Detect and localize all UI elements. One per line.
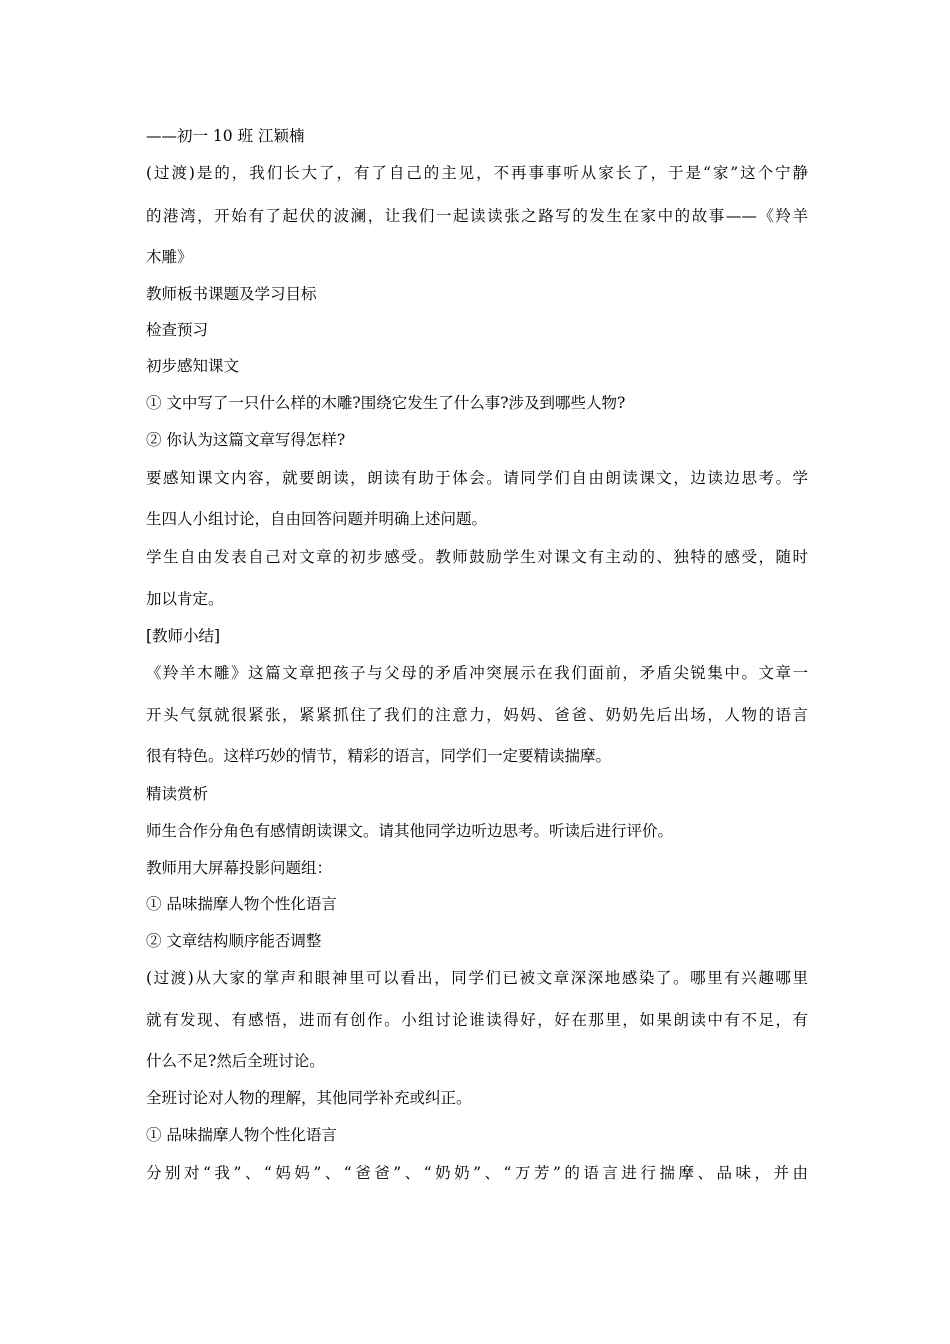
list-item: ② 你认为这篇文章写得怎样?	[146, 431, 346, 449]
paragraph-line: 加以肯定。	[146, 590, 224, 608]
paragraph-line: 的港湾，开始有了起伏的波澜，让我们一起读读张之路写的发生在家中的故事——《羚羊	[146, 207, 808, 225]
section-heading: 检查预习	[146, 321, 209, 339]
list-item: ① 文中写了一只什么样的木雕?围绕它发生了什么事?涉及到哪些人物?	[146, 394, 626, 412]
paragraph-line: (过渡)是的，我们长大了，有了自己的主见，不再事事听从家长了，于是“家”这个宁静	[146, 164, 808, 182]
section-heading: 教师板书课题及学习目标	[146, 285, 317, 303]
section-heading: 精读赏析	[146, 785, 209, 803]
paragraph-line: 很有特色。这样巧妙的情节，精彩的语言，同学们一定要精读揣摩。	[146, 747, 612, 765]
paragraph-line: 全班讨论对人物的理解，其他同学补充或纠正。	[146, 1089, 472, 1107]
list-item: ① 品味揣摩人物个性化语言	[146, 1126, 337, 1144]
author-line: ——初一 10 班 江颖楠	[146, 127, 305, 145]
section-heading: [教师小结]	[146, 627, 221, 645]
paragraph-line: 分别对“我”、“妈妈”、“爸爸”、“奶奶”、“万芳”的语言进行揣摩、品味，并由	[146, 1164, 808, 1182]
paragraph-line: 生四人小组讨论，自由回答问题并明确上述问题。	[146, 510, 488, 528]
paragraph-line: 师生合作分角色有感情朗读课文。请其他同学边听边思考。听读后进行评价。	[146, 822, 674, 840]
paragraph-line: 木雕》	[146, 248, 193, 266]
paragraph-line: 要感知课文内容，就要朗读，朗读有助于体会。请同学们自由朗读课文，边读边思考。学	[146, 469, 808, 487]
paragraph-line: 什么不足?然后全班讨论。	[146, 1052, 325, 1070]
paragraph-line: 教师用大屏幕投影问题组：	[146, 859, 333, 877]
list-item: ① 品味揣摩人物个性化语言	[146, 895, 337, 913]
section-heading: 初步感知课文	[146, 357, 240, 375]
list-item: ② 文章结构顺序能否调整	[146, 932, 322, 950]
paragraph-line: 开头气氛就很紧张，紧紧抓住了我们的注意力，妈妈、爸爸、奶奶先后出场，人物的语言	[146, 706, 808, 724]
paragraph-line: (过渡)从大家的掌声和眼神里可以看出，同学们已被文章深深地感染了。哪里有兴趣哪里	[146, 969, 808, 987]
paragraph-line: 就有发现、有感悟，进而有创作。小组讨论谁读得好，好在那里，如果朗读中有不足，有	[146, 1011, 808, 1029]
paragraph-line: 学生自由发表自己对文章的初步感受。教师鼓励学生对课文有主动的、独特的感受，随时	[146, 548, 808, 566]
paragraph-line: 《羚羊木雕》这篇文章把孩子与父母的矛盾冲突展示在我们面前，矛盾尖锐集中。文章一	[146, 664, 808, 682]
